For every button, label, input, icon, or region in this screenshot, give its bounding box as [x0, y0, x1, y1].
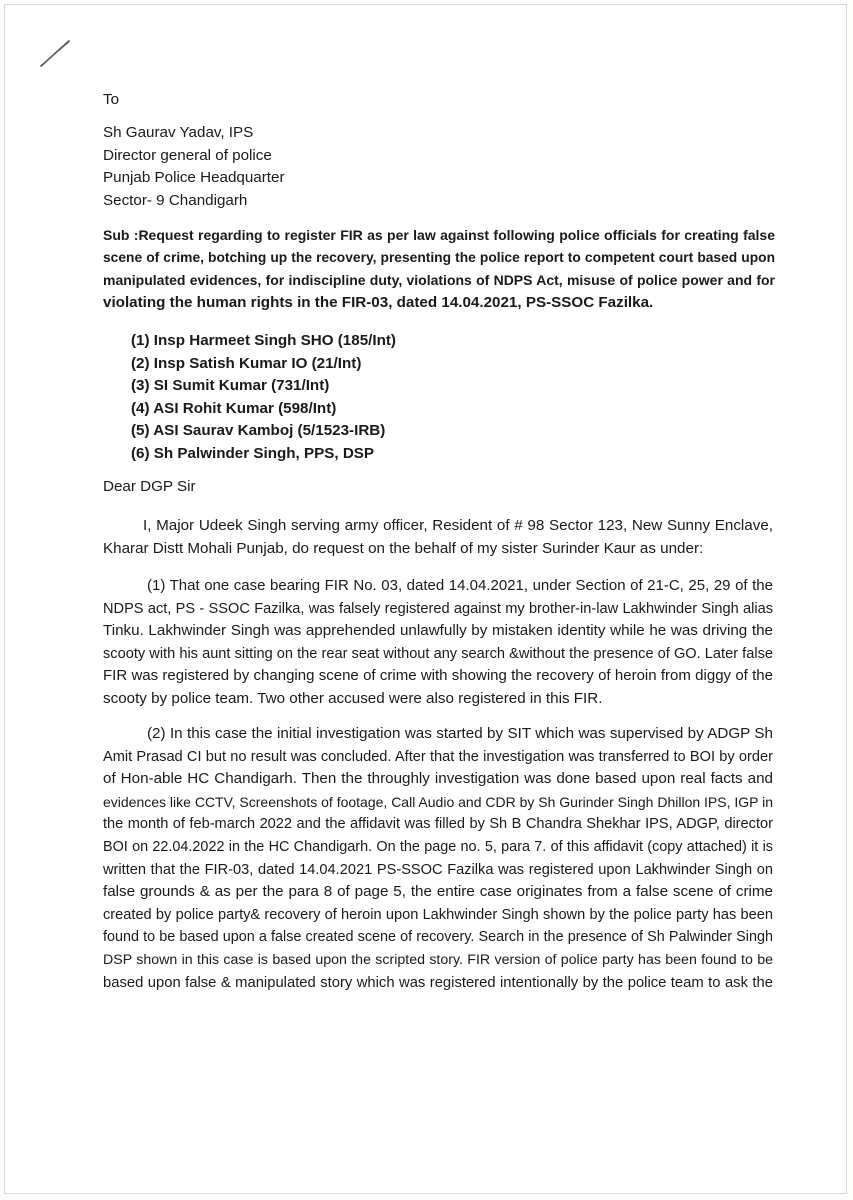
subject-block — [103, 224, 775, 314]
subject-line: scene of crime, botching up the recovery, presenting the police report to competent court based upon — [103, 249, 775, 265]
paragraph-line: the month of feb-march 2022 and the affidavit was filled by Sh B Chandra Shekhar IPS, ADGP, director — [103, 816, 773, 833]
paragraph-line: I, Major Udeek Singh serving army officer, Resident of # 98 Sector 123, New Sunny Enclave, — [143, 517, 773, 534]
paragraph-line: based upon false & manipulated story which was registered intentionally by the police team to ask the — [103, 974, 773, 991]
address-line: Sh Gaurav Yadav, IPS — [103, 124, 254, 141]
paragraph-line: FIR was registered by changing scene of crime with showing the recovery of heroin from diggy of the — [103, 667, 773, 685]
paragraph-line: evidences like CCTV, Screenshots of footage, Call Audio and CDR by Sh Gurinder Singh Dhillon IPS, IGP in — [103, 793, 774, 810]
paragraph-line: (1) That one case bearing FIR No. 03, dated 14.04.2021, under Section of 21-C, 25, 29 of the — [147, 577, 773, 594]
paragraph-1 — [103, 575, 773, 711]
paragraph-line: scooty by police team. Two other accused were also registered in this FIR. — [103, 689, 603, 707]
officer-item: (6) Sh Palwinder Singh, PPS, DSP — [131, 444, 375, 462]
intro-paragraph — [103, 515, 773, 560]
subject-line: violating the human rights in the FIR-03, dated 14.04.2021, PS-SSOC Fazilka. — [103, 293, 654, 311]
officers-list — [131, 330, 396, 466]
subject-line: manipulated evidences, for indiscipline duty, violations of NDPS Act, misuse of police power and for — [103, 272, 775, 289]
paragraph-line: found to be based upon a false created scene of recovery. Search in the presence of Sh Palwinder Singh — [103, 929, 773, 946]
officer-item: (5) ASI Saurav Kamboj (5/1523-IRB) — [131, 422, 386, 440]
address-line: Sector- 9 Chandigarh — [103, 191, 248, 209]
officer-item: (2) Insp Satish Kumar IO (21/Int) — [131, 354, 362, 372]
paragraph-line: Tinku. Lakhwinder Singh was apprehended unlawfully by mistaken identity while he was driving the — [103, 622, 773, 640]
address-line: Punjab Police Headquarter — [103, 169, 285, 187]
paragraph-line: Amit Prasad CI but no result was concluded. After that the investigation was transferred to BOI by order — [103, 748, 773, 765]
paragraph-line: Kharar Distt Mohali Punjab, do request on the behalf of my sister Surinder Kaur as under: — [103, 539, 704, 557]
paragraph-line: false grounds & as per the para 8 of page 5, the entire case originates from a false scene of crime — [103, 883, 773, 901]
pen-stroke-mark — [39, 38, 73, 68]
officer-item: (4) ASI Rohit Kumar (598/Int) — [131, 399, 337, 417]
subject-line: Sub :Request regarding to register FIR as per law against following police officials for creating false — [103, 227, 775, 243]
paragraph-line: DSP shown in this case is based upon the scripted story. FIR version of police party has been found to be — [103, 951, 773, 968]
paragraph-line: scooty with his aunt sitting on the rear seat without any search &without the presence of GO. Later false — [103, 645, 773, 662]
officer-item: (1) Insp Harmeet Singh SHO (185/Int) — [131, 332, 396, 349]
paragraph-line: of Hon-able HC Chandigarh. Then the throughly investigation was done based upon real facts and — [103, 770, 773, 788]
paragraph-line: (2) In this case the initial investigation was started by SIT which was supervised by ADGP Sh — [147, 725, 773, 742]
address-line: Director general of police — [103, 146, 272, 164]
paragraph-line: created by police party& recovery of heroin upon Lakhwinder Singh shown by the police party has been — [103, 906, 773, 923]
paragraph-line: NDPS act, PS - SSOC Fazilka, was falsely registered against my brother-in-law Lakhwinder Singh alias — [103, 600, 773, 617]
officer-item: (3) SI Sumit Kumar (731/Int) — [131, 377, 330, 395]
to-label: To — [103, 91, 120, 108]
salutation: Dear DGP Sir — [103, 478, 196, 495]
paragraph-line: written that the FIR-03, dated 14.04.2021 PS-SSOC Fazilka was registered upon Lakhwinder Singh on — [103, 861, 773, 878]
paragraph-line: BOI on 22.04.2022 in the HC Chandigarh. On the page no. 5, para 7. of this affidavit (copy attached) it is — [103, 838, 773, 855]
recipient-address — [103, 122, 285, 212]
paragraph-2 — [103, 723, 773, 994]
